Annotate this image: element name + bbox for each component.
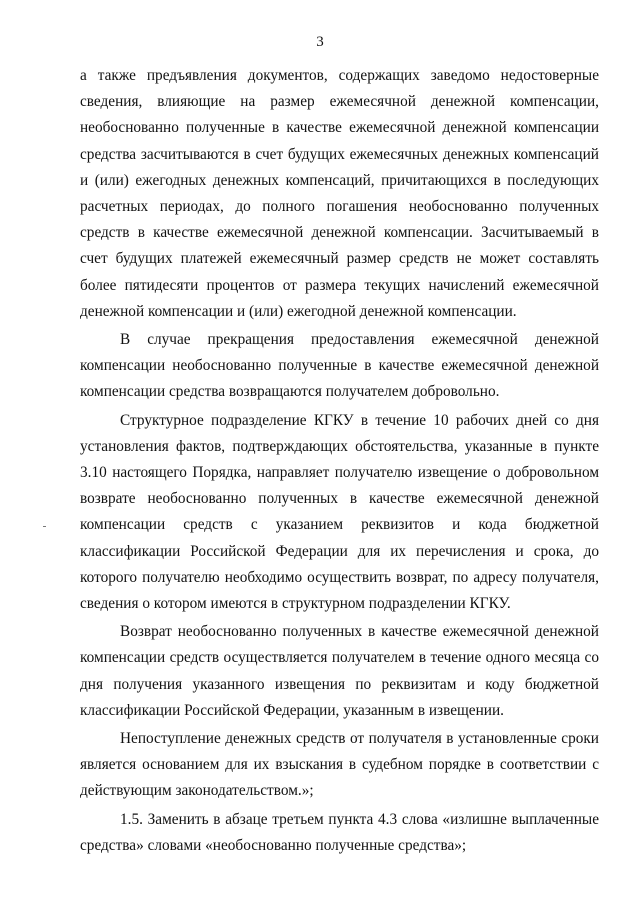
paragraph-continuation: а также предъявления документов, содержащих заведомо недостоверные сведения, влияющие на размер ежемесячной денежной компенсации, необоснованно полученные в качестве ежемесячной денежной компенсации средства засчитываются в счет будущих ежемесячных денежных компенсаций и (или) ежегодных денежных компенсаций, причитающихся в последующих расчетных периодах, до полного погашения необоснованно полученных средств в качестве ежемесячной денежной компенсации. Засчитываемый в счет будущих платежей ежемесячный размер средств не может составлять более пятидесяти процентов от размера текущих начислений ежемесячной денежной компенсации и (или) ежегодной денежной компенсации. bbox=[80, 67, 599, 320]
paragraph-court-recovery: Непоступление денежных средств от получателя в установленные сроки является основанием для их взыскания в судебном порядке в соответствии с действующим законодательством.»; bbox=[80, 730, 599, 800]
paragraph-refund-procedure: Возврат необоснованно полученных в качестве ежемесячной денежной компенсации средств осуществляется получателем в течение одного месяца со дня получения указанного извещения по реквизитам и коду бюджетной классификации Российской Федерации, указанным в извещении. bbox=[80, 623, 599, 719]
paragraph-notification: Структурное подразделение КГКУ в течение 10 рабочих дней со дня установления фактов, подтверждающих обстоятельства, указанные в пункте 3.10 настоящего Порядка, направляет получателю извещение о добровольном возврате необоснованно полученных в качестве ежемесячной денежной компенсации средств с указанием реквизитов и кода бюджетной классификации Российской Федерации для их перечисления и срока, до которого получателю необходимо осуществить возврат, по адресу получателя, сведения о котором имеются в структурном подразделении КГКУ. bbox=[80, 411, 599, 613]
margin-mark bbox=[43, 526, 46, 527]
document-body bbox=[80, 63, 599, 859]
paragraph-amendment-1-5: 1.5. Заменить в абзаце третьем пункта 4.3 слова «излишне выплаченные средства» словами «необоснованно полученные средства»; bbox=[80, 810, 599, 854]
page-number: 3 bbox=[316, 34, 324, 50]
paragraph-termination-case: В случае прекращения предоставления ежемесячной денежной компенсации необоснованно полученные в качестве ежемесячной денежной компенсации средства возвращаются получателем добровольно. bbox=[80, 331, 599, 401]
